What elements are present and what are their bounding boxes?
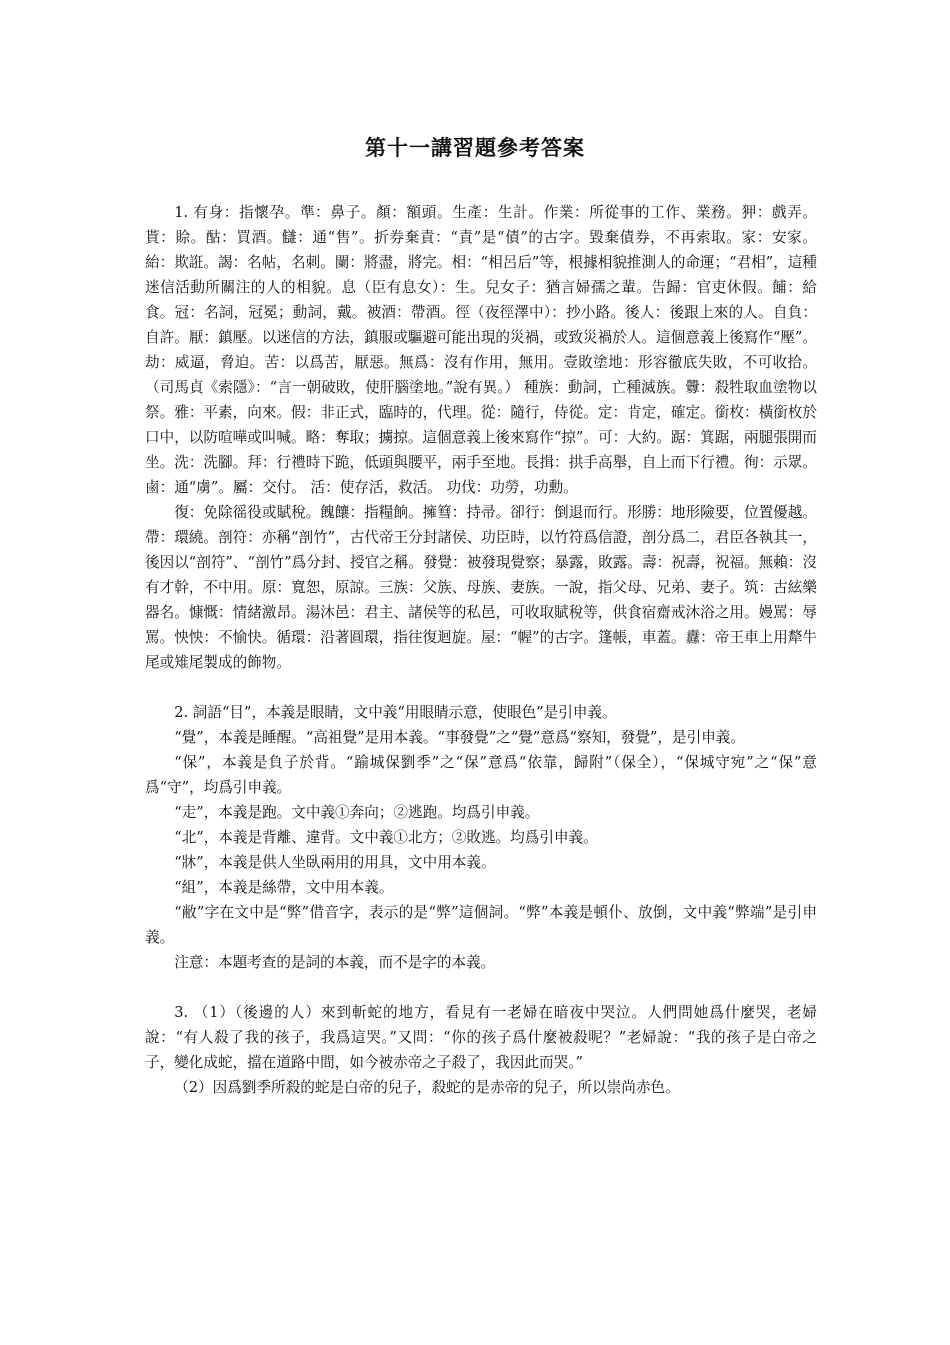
answer-3-part-2-paragraph: （2）因爲劉季所殺的蛇是白帝的兒子，殺蛇的是赤帝的兒子，所以崇尚赤色。	[174, 1079, 680, 1096]
answer-2-note-paragraph: 注意：本題考查的是詞的本義，而不是字的本義。	[174, 954, 496, 971]
answer-2-zu-paragraph: “組”，本義是絲帶，文中用本義。	[174, 879, 394, 896]
answer-2-zou-paragraph: “走”，本義是跑。文中義①奔向；②逃跑。均爲引申義。	[174, 804, 540, 821]
answer-3-part-1-paragraph: 3. （1）（後邊的人）來到斬蛇的地方，看見有一老婦在暗夜中哭泣。人們問她爲什麼哭，老婦說：“有人殺了我的孩子，我爲這哭。”又問：“你的孩子爲什麼被殺呢？”老婦說：“我的孩子是白帝之子，變化成蛇，擋在道路中間，如今被赤帝之子殺了，我因此而哭。”	[145, 1004, 817, 1071]
page-title: 第十一講習題參考答案	[365, 136, 585, 160]
answer-2-bi-paragraph: “敝”字在文中是“弊”借音字，表示的是“弊”這個詞。“弊”本義是頓仆、放倒，文中義“弊端”是引申義。	[145, 904, 817, 946]
document-body	[145, 200, 817, 1100]
answer-1-continued-paragraph: 復：免除徭役或賦稅。餽饟：指糧餉。擁篲：持帚。卻行：倒退而行。形勝：地形險要，位置優越。帶：環繞。剖符：亦稱“剖竹”，古代帝王分封諸侯、功臣時，以竹符爲信證，剖分爲二，君臣各執其一，後因以“剖符”、“剖竹”爲分封、授官之稱。發覺：被發現覺察；暴露，敗露。壽：祝壽，祝福。無賴：沒有才幹，不中用。原：寬恕，原諒。三族：父族、母族、妻族。一說，指父母、兄弟、妻子。筑：古絃樂器名。慷慨：情緒激昂。湯沐邑：君主、諸侯等的私邑，可收取賦稅等，供食宿齋戒沐浴之用。嫚罵：辱罵。怏怏：不愉快。循環：沿著圓環，指往復迴旋。屋：“幄”的古字。篷帳，車蓋。纛：帝王車上用犛牛尾或雉尾製成的飾物。	[145, 504, 817, 671]
answer-2-bei-paragraph: “北”，本義是背離、違背。文中義①北方；②敗逃。均爲引申義。	[174, 829, 598, 846]
answer-2-bao-paragraph: “保”，本義是負子於背。“踰城保劉季”之“保”意爲“依靠，歸附”（保全），“保城守宛”之“保”意爲“守”，均爲引申義。	[145, 754, 817, 796]
answer-2-chuang-paragraph: “牀”，本義是供人坐臥兩用的用具，文中用本義。	[174, 854, 496, 871]
answer-2-paragraph: 2. 詞語“目”，本義是眼睛，文中義“用眼睛示意，使眼色”是引申義。	[174, 704, 617, 721]
answer-1-paragraph: 1. 有身：指懷孕。準：鼻子。顏：額頭。生產：生計。作業：所從事的工作、業務。狎：戲弄。貰：賒。酤：買酒。讎：通“售”。折券棄責：“責”是“債”的古字。毀棄債券，不再索取。家：安家。紿：欺誑。謁：名帖，名刺。闌：將盡，將完。相：“相呂后”等，根據相貌推測人的命運；“君相”，這種迷信活動所關注的人的相貌。息（臣有息女）：生。兒女子：猶言婦孺之輩。告歸：官吏休假。餔：給食。冠：名詞，冠冕；動詞，戴。被酒：帶酒。徑（夜徑澤中）：抄小路。後人：後跟上來的人。自負：自許。厭：鎮壓。以迷信的方法，鎮服或驅避可能出現的災禍，或致災禍於人。這個意義上後寫作“壓”。劫：威逼，脅迫。苦：以爲苦，厭惡。無爲：沒有作用，無用。壹敗塗地：形容徹底失敗，不可收拾。（司馬貞《索隱》：“言一朝破敗，使肝腦塗地。”說有異。） 種族：動詞，亡種滅族。釁：殺牲取血塗物以祭。雅：平素，向來。假：非正式，臨時的，代理。從：隨行，侍從。定：肯定，確定。銜枚：橫銜枚於口中，以防喧嘩或叫喊。略：奪取；擄掠。這個意義上後來寫作“掠”。可：大約。踞：箕踞，兩腿張開而坐。洗：洗腳。拜：行禮時下跪，低頭與腰平，兩手至地。長揖：拱手高舉，自上而下行禮。徇：示眾。鹵：通“虜”。屬：交付。 活：使存活，救活。 功伐：功勞，功勳。	[145, 204, 817, 496]
answer-2-jue-paragraph: “覺”，本義是睡醒。“高祖覺”是用本義。“事發覺”之“覺”意爲“察知，發覺”，是引申義。	[174, 729, 745, 746]
